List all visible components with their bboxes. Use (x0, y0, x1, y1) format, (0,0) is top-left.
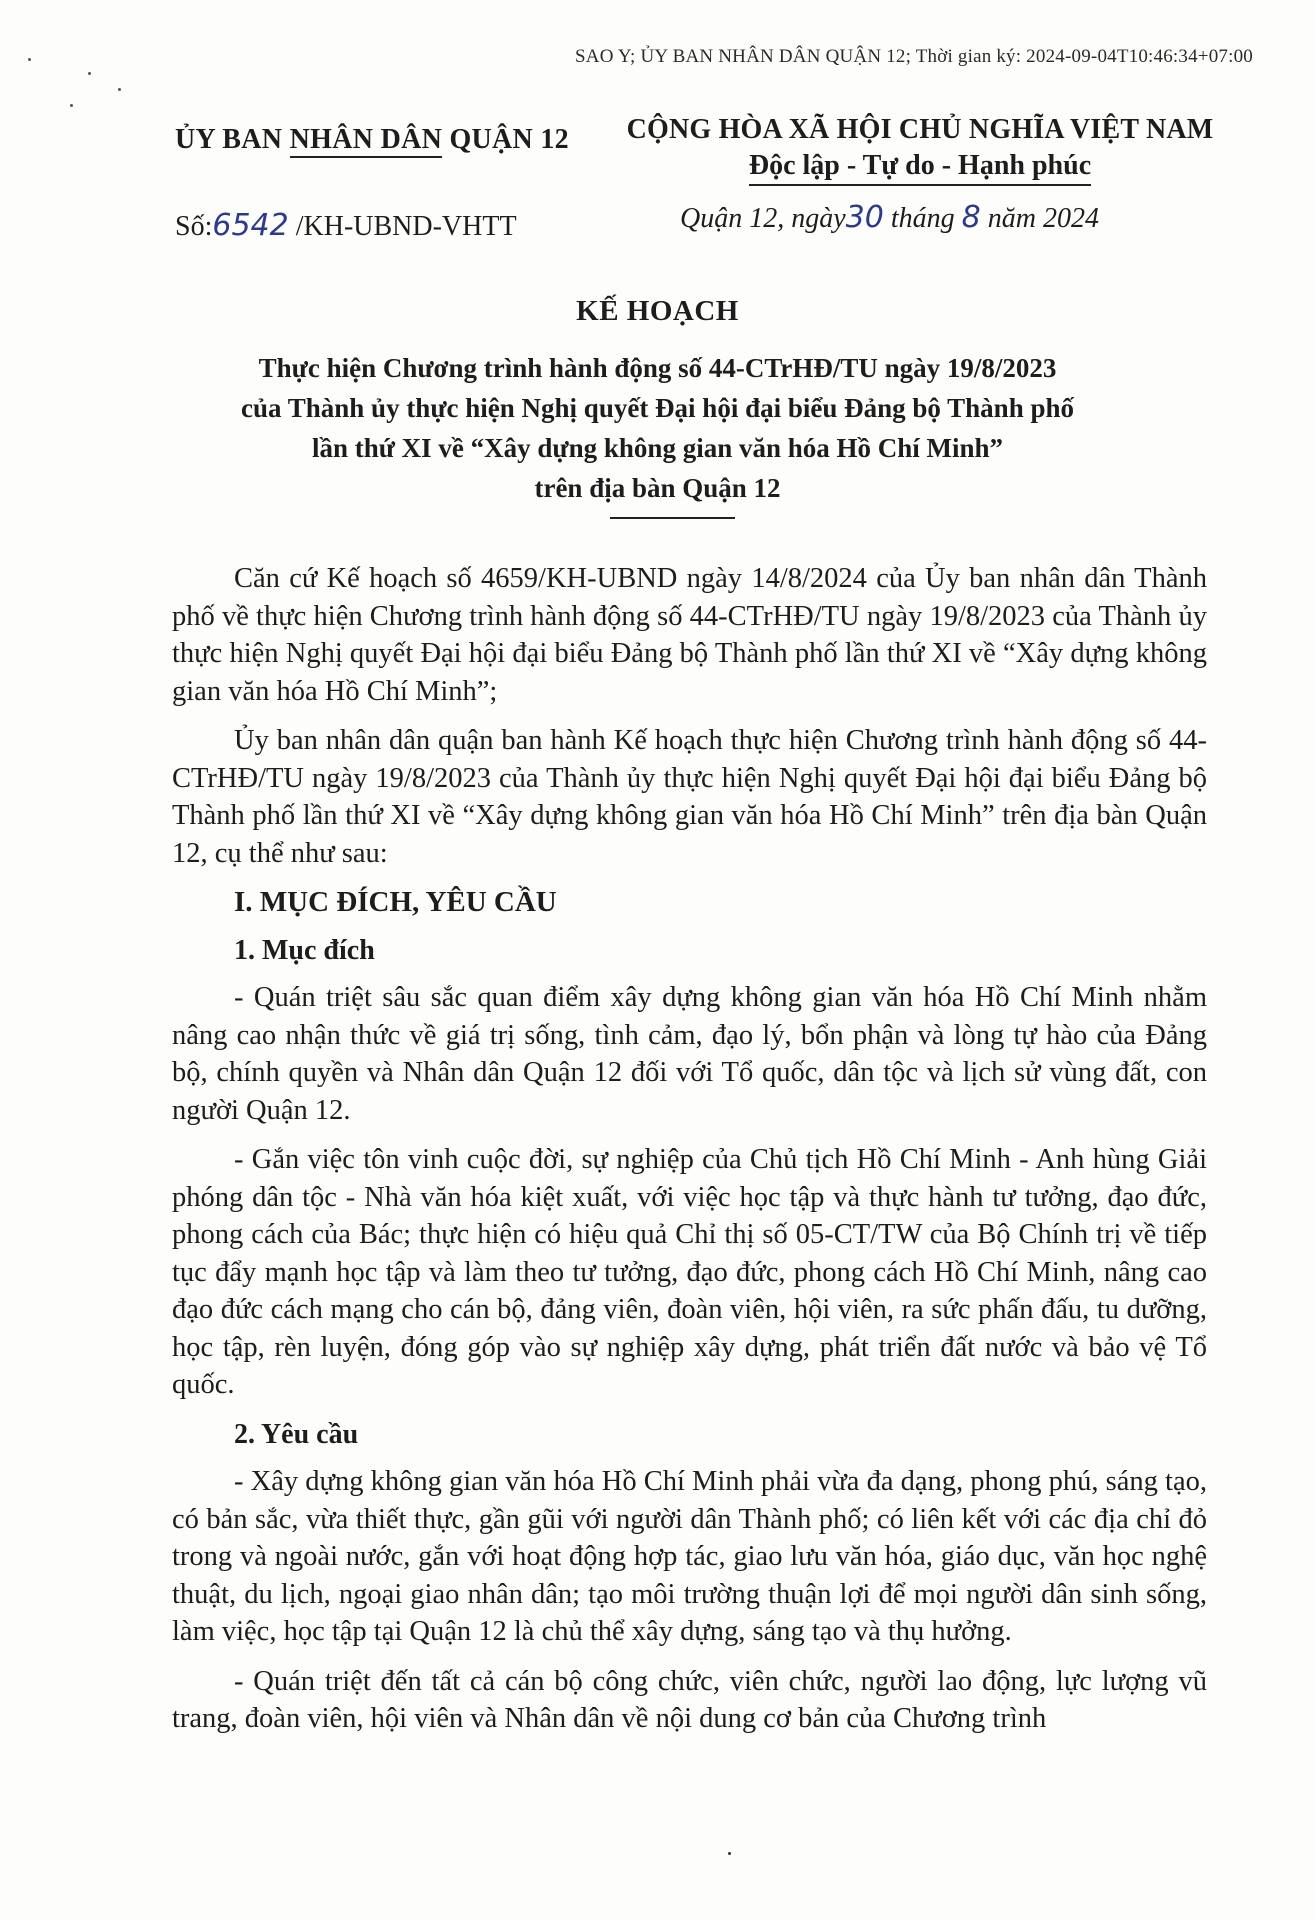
paragraph: Căn cứ Kế hoạch số 4659/KH-UBND ngày 14/8/2024 của Ủy ban nhân dân Thành phố về thực hiện Chương trình hành động số 44-CTrHĐ/TU ngày 19/8/2023 của Thành ủy thực hiện Nghị quyết Đại hội đại biểu Đảng bộ Thành phố lần thứ XI về “Xây dựng không gian văn hóa Hồ Chí Minh”; (172, 563, 1207, 707)
paragraph: - Quán triệt đến tất cả cán bộ công chức, viên chức, người lao động, lực lượng vũ trang, đoàn viên, hội viên và Nhân dân về nội dung cơ bản của Chương trình (172, 1665, 1207, 1734)
scan-speck (88, 72, 91, 75)
section-heading: I. MỤC ĐÍCH, YÊU CẦU (234, 886, 557, 918)
place-and-date: Quận 12, ngày30 tháng 8 năm 2024 (680, 200, 1099, 235)
handwritten-month: 8 (961, 200, 981, 235)
document-type: KẾ HOẠCH (576, 295, 739, 327)
paragraph: - Quán triệt sâu sắc quan điểm xây dựng không gian văn hóa Hồ Chí Minh nhằm nâng cao nhận thức về giá trị sống, tình cảm, đạo lý, bổn phận và lòng tự hào của Đảng bộ, chính quyền và Nhân dân Quận 12 đối với Tổ quốc, dân tộc và lịch sử vùng đất, con người Quận 12. (172, 982, 1207, 1126)
paragraph: - Gắn việc tôn vinh cuộc đời, sự nghiệp của Chủ tịch Hồ Chí Minh - Anh hùng Giải phóng dân tộc - Nhà văn hóa kiệt xuất, với việc học tập và thực hành tư tưởng, đạo đức, phong cách của Bác; thực hiện có hiệu quả Chỉ thị số 05-CT/TW của Bộ Chính trị về tiếp tục đẩy mạnh học tập và làm theo tư tưởng, đạo đức, phong cách Hồ Chí Minh, nâng cao đạo đức cách mạng cho cán bộ, đảng viên, đoàn viên, hội viên, ra sức phấn đấu, tu dưỡng, học tập, rèn luyện, đóng góp vào sự nghiệp xây dựng, phát triển đất nước và bảo vệ Tổ quốc. (172, 1144, 1207, 1400)
title-divider (610, 517, 735, 519)
document-header (0, 112, 1315, 252)
paragraph: - Xây dựng không gian văn hóa Hồ Chí Minh phải vừa đa dạng, phong phú, sáng tạo, có bản sắc, vừa thiết thực, gần gũi với người dân Thành phố; có liên kết với các địa chỉ đỏ trong và ngoài nước, gắn với hoạt động hợp tác, giao lưu văn hóa, giáo dục, văn học nghệ thuật, du lịch, ngoại giao nhân dân; tạo môi trường thuận lợi để mọi người dân sinh sống, làm việc, học tập tại Quận 12 là chủ thể xây dựng, sáng tạo và thụ hưởng. (172, 1466, 1207, 1647)
document-body (172, 560, 1207, 1750)
document-number: Số:6542 /KH-UBND-VHTT (175, 208, 517, 243)
subsection-heading: 2. Yêu cầu (234, 1418, 359, 1450)
handwritten-day: 30 (845, 200, 884, 235)
nation-name: CỘNG HÒA XÃ HỘI CHỦ NGHĨA VIỆT NAM (626, 114, 1214, 145)
scan-speck (728, 1852, 731, 1855)
subsection-heading: 1. Mục đích (234, 934, 375, 966)
handwritten-number: 6542 (212, 208, 289, 243)
issuing-authority (175, 124, 595, 156)
scan-speck (28, 58, 31, 61)
scan-speck (70, 104, 73, 107)
national-motto: Độc lập - Tự do - Hạnh phúc (749, 150, 1091, 186)
authority-name: ỦY BAN NHÂN DÂN QUẬN 12 (175, 124, 595, 156)
national-title (620, 114, 1220, 186)
paragraph: Ủy ban nhân dân quận ban hành Kế hoạch thực hiện Chương trình hành động số 44-CTrHĐ/TU ngày 19/8/2023 của Thành ủy thực hiện Nghị quyết Đại hội đại biểu Đảng bộ Thành phố lần thứ XI về “Xây dựng không gian văn hóa Hồ Chí Minh” trên địa bàn Quận 12, cụ thể như sau: (172, 725, 1207, 869)
document-title: Thực hiện Chương trình hành động số 44-CTrHĐ/TU ngày 19/8/2023 của Thành ủy thực hiện Nghị quyết Đại hội đại biểu Đảng bộ Thành phố lần thứ XI về “Xây dựng không gian văn hóa Hồ Chí Minh” trên địa bàn Quận 12 (240, 353, 1074, 503)
digital-copy-stamp: SAO Y; ỦY BAN NHÂN DÂN QUẬN 12; Thời gian ký: 2024-09-04T10:46:34+07:00 (575, 46, 1253, 67)
scan-speck (118, 88, 121, 91)
